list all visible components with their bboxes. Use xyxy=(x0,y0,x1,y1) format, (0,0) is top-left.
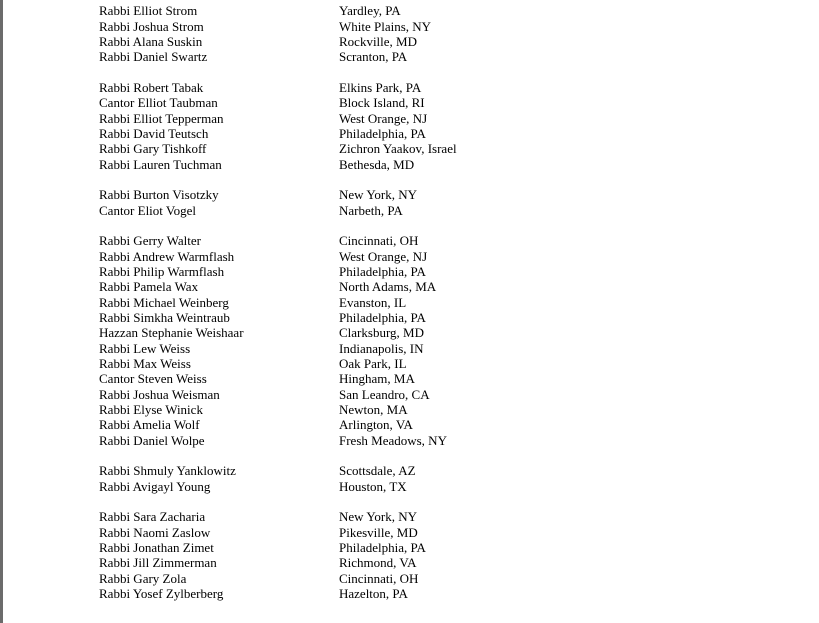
signatory-row xyxy=(0,325,819,340)
signatory-location: Richmond, VA xyxy=(339,555,417,570)
signatory-row xyxy=(0,356,819,371)
signatory-name: Rabbi Max Weiss xyxy=(99,356,191,371)
signatory-location: Indianapolis, IN xyxy=(339,341,424,356)
signatory-name: Rabbi Philip Warmflash xyxy=(99,264,225,279)
signatory-name: Rabbi Lew Weiss xyxy=(99,341,191,356)
signatory-location: Block Island, RI xyxy=(339,95,425,110)
signatory-location: Bethesda, MD xyxy=(339,157,415,172)
signatory-name: Rabbi Elliot Strom xyxy=(99,3,198,18)
signatory-name: Rabbi Andrew Warmflash xyxy=(99,249,235,264)
signatory-location: West Orange, NJ xyxy=(339,249,428,264)
signatory-location: North Adams, MA xyxy=(339,279,437,294)
signatory-name: Rabbi Robert Tabak xyxy=(99,80,204,95)
signatory-location: Houston, TX xyxy=(339,479,407,494)
signatory-name: Rabbi Daniel Wolpe xyxy=(99,433,205,448)
signatory-location: White Plains, NY xyxy=(339,19,432,34)
signatory-row xyxy=(0,295,819,310)
signatory-row xyxy=(0,19,819,34)
signatory-name: Rabbi Yosef Zylberberg xyxy=(99,586,224,601)
signatory-name: Rabbi Shmuly Yanklowitz xyxy=(99,463,236,478)
signatory-name: Rabbi Simkha Weintraub xyxy=(99,310,230,325)
signatory-name: Hazzan Stephanie Weishaar xyxy=(99,325,244,340)
signatory-name: Rabbi Burton Visotzky xyxy=(99,187,219,202)
signatory-row xyxy=(0,3,819,18)
signatory-name: Rabbi Alana Suskin xyxy=(99,34,203,49)
signatory-row xyxy=(0,233,819,248)
signatory-name: Rabbi Joshua Weisman xyxy=(99,387,220,402)
signatory-location: New York, NY xyxy=(339,187,418,202)
signatory-location: Fresh Meadows, NY xyxy=(339,433,447,448)
signatory-row xyxy=(0,387,819,402)
signatory-location: Cincinnati, OH xyxy=(339,571,419,586)
signatory-location: Philadelphia, PA xyxy=(339,540,426,555)
signatory-row xyxy=(0,402,819,417)
signatory-row xyxy=(0,34,819,49)
signatory-name: Rabbi Joshua Strom xyxy=(99,19,204,34)
signatory-name: Rabbi Pamela Wax xyxy=(99,279,199,294)
signatory-row xyxy=(0,371,819,386)
signatory-row xyxy=(0,555,819,570)
signatory-row xyxy=(0,264,819,279)
signatory-name: Rabbi Naomi Zaslow xyxy=(99,525,211,540)
signatory-location: New York, NY xyxy=(339,509,418,524)
signatory-location: San Leandro, CA xyxy=(339,387,430,402)
signatory-row xyxy=(0,571,819,586)
signatory-name: Rabbi Gary Zola xyxy=(99,571,187,586)
signatory-row xyxy=(0,417,819,432)
signatory-row xyxy=(0,111,819,126)
signatory-name: Rabbi Jonathan Zimet xyxy=(99,540,214,555)
signatory-location: Narbeth, PA xyxy=(339,203,403,218)
signatory-row xyxy=(0,95,819,110)
signatory-location: Elkins Park, PA xyxy=(339,80,422,95)
signatory-row xyxy=(0,203,819,218)
signatory-row xyxy=(0,249,819,264)
signatory-name: Rabbi Elliot Tepperman xyxy=(99,111,224,126)
signatory-row xyxy=(0,157,819,172)
signatory-name: Rabbi Daniel Swartz xyxy=(99,49,208,64)
signatory-location: Hingham, MA xyxy=(339,371,415,386)
signatory-location: Yardley, PA xyxy=(339,3,401,18)
signatory-row xyxy=(0,341,819,356)
signatory-location: Scottsdale, AZ xyxy=(339,463,416,478)
signatory-row xyxy=(0,433,819,448)
signatory-name: Rabbi Lauren Tuchman xyxy=(99,157,222,172)
signatory-location: Cincinnati, OH xyxy=(339,233,419,248)
signatory-row xyxy=(0,310,819,325)
signatory-name: Cantor Elliot Taubman xyxy=(99,95,218,110)
signatory-name: Rabbi Avigayl Young xyxy=(99,479,211,494)
signatory-row xyxy=(0,509,819,524)
signatory-name: Cantor Steven Weiss xyxy=(99,371,207,386)
signatory-row xyxy=(0,49,819,64)
signatory-location: Rockville, MD xyxy=(339,34,417,49)
signatory-name: Rabbi Amelia Wolf xyxy=(99,417,200,432)
signatory-name: Cantor Eliot Vogel xyxy=(99,203,197,218)
signatory-name: Rabbi Gerry Walter xyxy=(99,233,201,248)
signatory-location: West Orange, NJ xyxy=(339,111,428,126)
signatory-row xyxy=(0,141,819,156)
signatory-location: Scranton, PA xyxy=(339,49,408,64)
signatory-location: Oak Park, IL xyxy=(339,356,407,371)
signatory-location: Evanston, IL xyxy=(339,295,407,310)
signatory-name: Rabbi Jill Zimmerman xyxy=(99,555,217,570)
signatory-location: Pikesville, MD xyxy=(339,525,418,540)
signatory-location: Philadelphia, PA xyxy=(339,126,426,141)
signatory-name: Rabbi Gary Tishkoff xyxy=(99,141,207,156)
signatory-row xyxy=(0,479,819,494)
signatory-row xyxy=(0,540,819,555)
signatory-location: Philadelphia, PA xyxy=(339,264,426,279)
signatory-location: Zichron Yaakov, Israel xyxy=(339,141,457,156)
signatory-name: Rabbi Michael Weinberg xyxy=(99,295,229,310)
signatory-row xyxy=(0,80,819,95)
signatory-row xyxy=(0,126,819,141)
signatory-row xyxy=(0,279,819,294)
signatory-name: Rabbi Elyse Winick xyxy=(99,402,203,417)
signatory-name: Rabbi Sara Zacharia xyxy=(99,509,206,524)
signatory-location: Philadelphia, PA xyxy=(339,310,426,325)
signatory-location: Arlington, VA xyxy=(339,417,413,432)
signatory-row xyxy=(0,187,819,202)
signatory-location: Hazelton, PA xyxy=(339,586,408,601)
signatory-location: Newton, MA xyxy=(339,402,408,417)
signatory-location: Clarksburg, MD xyxy=(339,325,424,340)
signatory-row xyxy=(0,463,819,478)
signatory-row xyxy=(0,586,819,601)
signatory-name: Rabbi David Teutsch xyxy=(99,126,209,141)
signatory-row xyxy=(0,525,819,540)
